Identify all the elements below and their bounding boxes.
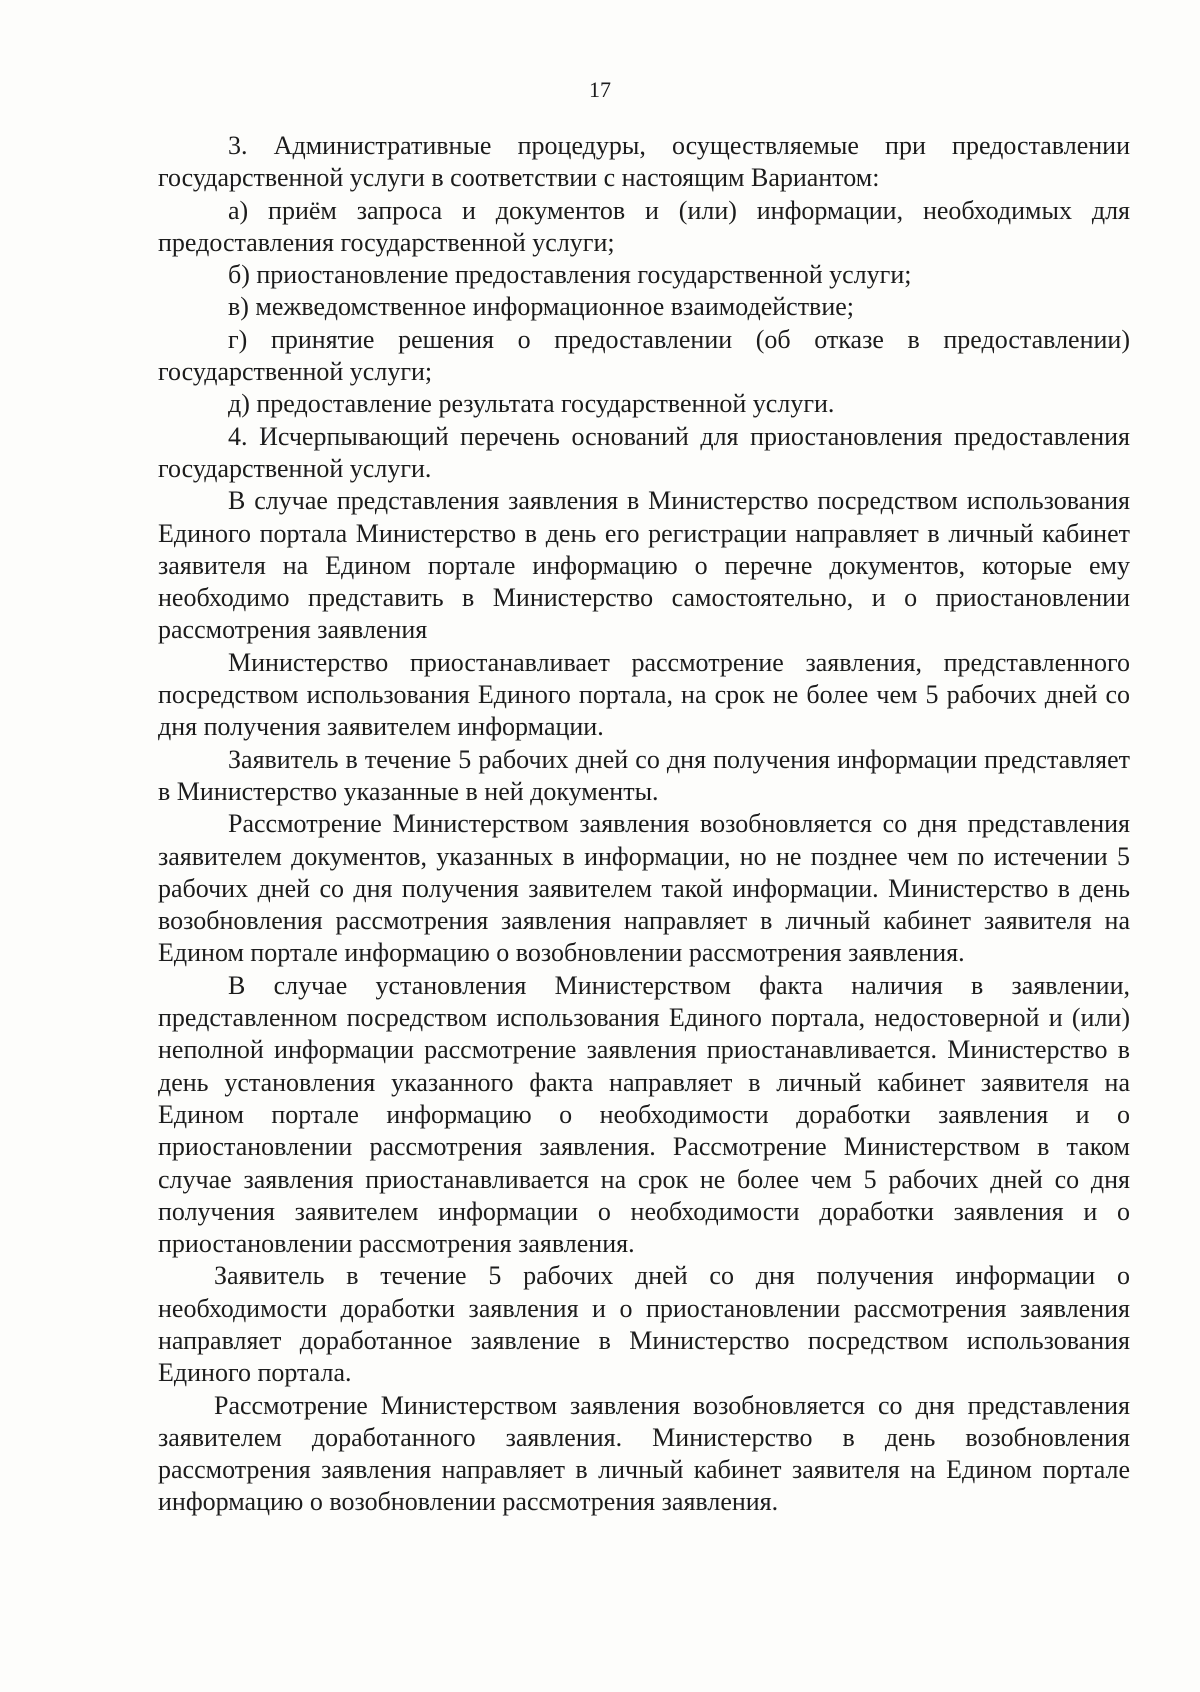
paragraph-revision-resumption: Рассмотрение Министерством заявления возобновляется со дня представления заявителем доработанного заявления. Министерство в день возобновления рассмотрения заявления направляет в личный кабинет заявителя на Едином портале информацию о возобновлении рассмотрения заявления. <box>158 1390 1130 1517</box>
paragraph-resumption: Рассмотрение Министерством заявления возобновляется со дня представления заявителем документов, указанных в информации, но не позднее чем по истечении 5 рабочих дней со дня получения заявителем такой информации. Министерство в день возобновления рассмотрения заявления направляет в личный кабинет заявителя на Едином портале информацию о возобновлении рассмотрения заявления. <box>158 809 1130 968</box>
paragraph-item-d: д) предоставление результата государственной услуги. <box>228 389 835 419</box>
paragraph-item-a: а) приём запроса и документов и (или) информации, необходимых для предоставления государственной услуги; <box>158 195 1130 257</box>
paragraph-incomplete-information: В случае установления Министерством факта наличия в заявлении, представленном посредством использования Единого портала, недостоверной и (или) неполной информации рассмотрение заявления приостанавливается. Министерство в день установления указанного факта направляет в личный кабинет заявителя на Едином портале информацию о необходимости доработки заявления и о приостановлении рассмотрения заявления. Рассмотрение Министерством в таком случае заявления приостанавливается на срок не более чем 5 рабочих дней со дня получения заявителем информации о необходимости доработки заявления и о приостановлении рассмотрения заявления. <box>158 970 1130 1259</box>
page-number: 17 <box>589 77 611 102</box>
paragraph-item-v: в) межведомственное информационное взаимодействие; <box>228 292 855 322</box>
paragraph-suspension-grounds-heading: 4. Исчерпывающий перечень оснований для приостановления предоставления государственной услуги. <box>158 421 1130 483</box>
paragraph-applicant-documents: Заявитель в течение 5 рабочих дней со дня получения информации представляет в Министерство указанные в ней документы. <box>158 744 1130 806</box>
paragraph-item-g: г) принятие решения о предоставлении (об отказе в предоставлении) государственной услуги; <box>158 324 1130 387</box>
document-body <box>158 130 1130 1519</box>
paragraph-portal-submission: В случае представления заявления в Министерство посредством использования Единого портала Министерство в день его регистрации направляет в личный кабинет заявителя на Едином портале информацию о перечне документов, которые ему необходимо представить в Министерство самостоятельно, и о приостановлении рассмотрения заявления <box>158 486 1130 645</box>
paragraph-procedures-intro: 3. Административные процедуры, осуществляемые при предоставлении государственной услуги в соответствии с настоящим Вариантом: <box>158 131 1130 193</box>
paragraph-suspension-term: Министерство приостанавливает рассмотрение заявления, представленного посредством использования Единого портала, на срок не более чем 5 рабочих дней со дня получения заявителем информации. <box>158 647 1130 742</box>
paragraph-applicant-revision: Заявитель в течение 5 рабочих дней со дня получения информации о необходимости доработки заявления и о приостановлении рассмотрения заявления направляет доработанное заявление в Министерство посредством использования Единого портала. <box>158 1261 1130 1388</box>
paragraph-item-b: б) приостановление предоставления государственной услуги; <box>228 260 912 290</box>
